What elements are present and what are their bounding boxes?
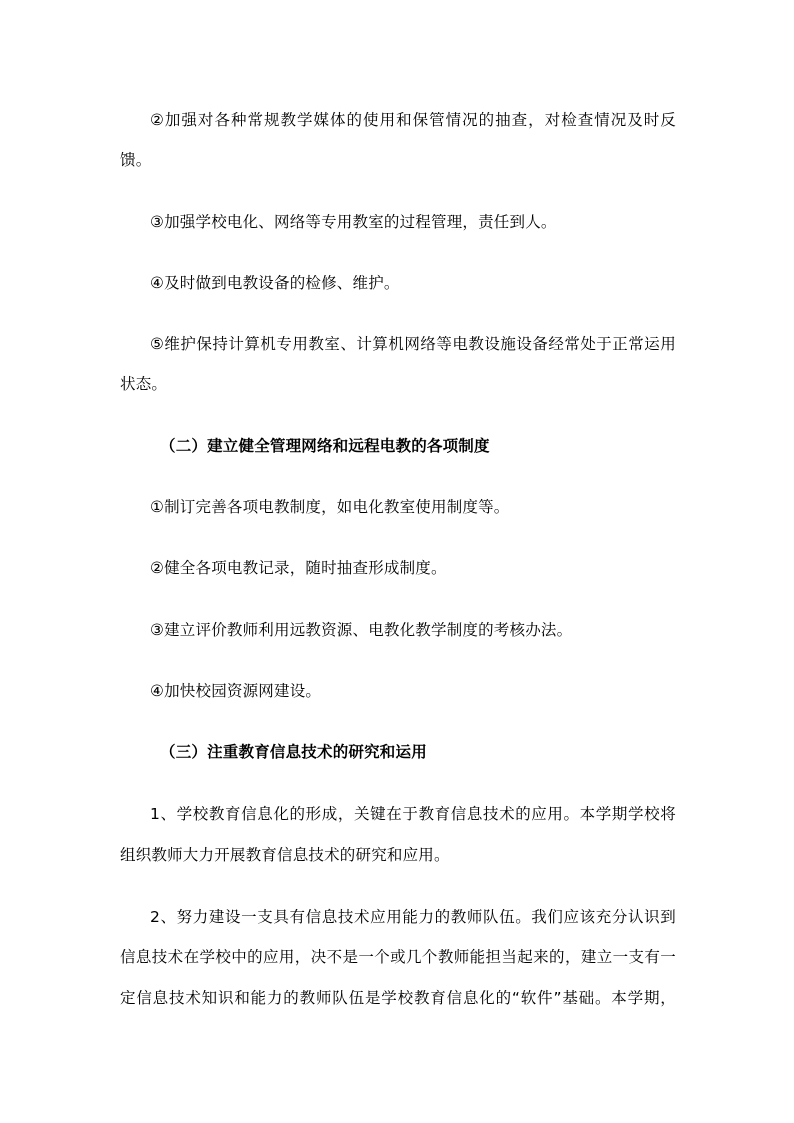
paragraph-equipment-maintenance: ④及时做到电教设备的检修、维护。 [150,274,400,292]
paragraph-media-inspection-line2: 馈。 [120,151,152,169]
paragraph-it-application-line1: 1、学校教育信息化的形成，关键在于教育信息技术的应用。本学期学校将 [150,805,676,823]
paragraph-teacher-team-line3: 定信息技术知识和能力的教师队伍是学校教育信息化的“软件”基础。本学期， [120,989,676,1007]
paragraph-computer-room-line1: ⑤维护保持计算机专用教室、计算机网络等电教设施设备经常处于正常运用 [150,335,676,353]
paragraph-classroom-management: ③加强学校电化、网络等专用教室的过程管理，责任到人。 [150,213,557,231]
section-heading-2: （二）建立健全管理网络和远程电教的各项制度 [160,437,490,455]
paragraph-evaluation: ③建立评价教师利用远教资源、电教化教学制度的考核办法。 [150,621,573,639]
paragraph-teacher-team-line1: 2、努力建设一支具有信息技术应用能力的教师队伍。我们应该充分认识到 [150,908,676,926]
paragraph-computer-room-line2: 状态。 [120,375,168,393]
paragraph-teacher-team-line2: 信息技术在学校中的应用，决不是一个或几个教师能担当起来的，建立一支有一 [120,948,676,966]
section-heading-3: （三）注重教育信息技术的研究和运用 [160,743,427,761]
paragraph-it-application-line2: 组织教师大力开展教育信息技术的研究和应用。 [120,846,450,864]
paragraph-rules: ①制订完善各项电教制度，如电化教室使用制度等。 [150,498,510,516]
paragraph-media-inspection-line1: ②加强对各种常规教学媒体的使用和保管情况的抽查，对检查情况及时反 [150,111,676,129]
paragraph-records: ②健全各项电教记录，随时抽查形成制度。 [150,559,447,577]
paragraph-campus-network: ④加快校园资源网建设。 [150,682,322,700]
